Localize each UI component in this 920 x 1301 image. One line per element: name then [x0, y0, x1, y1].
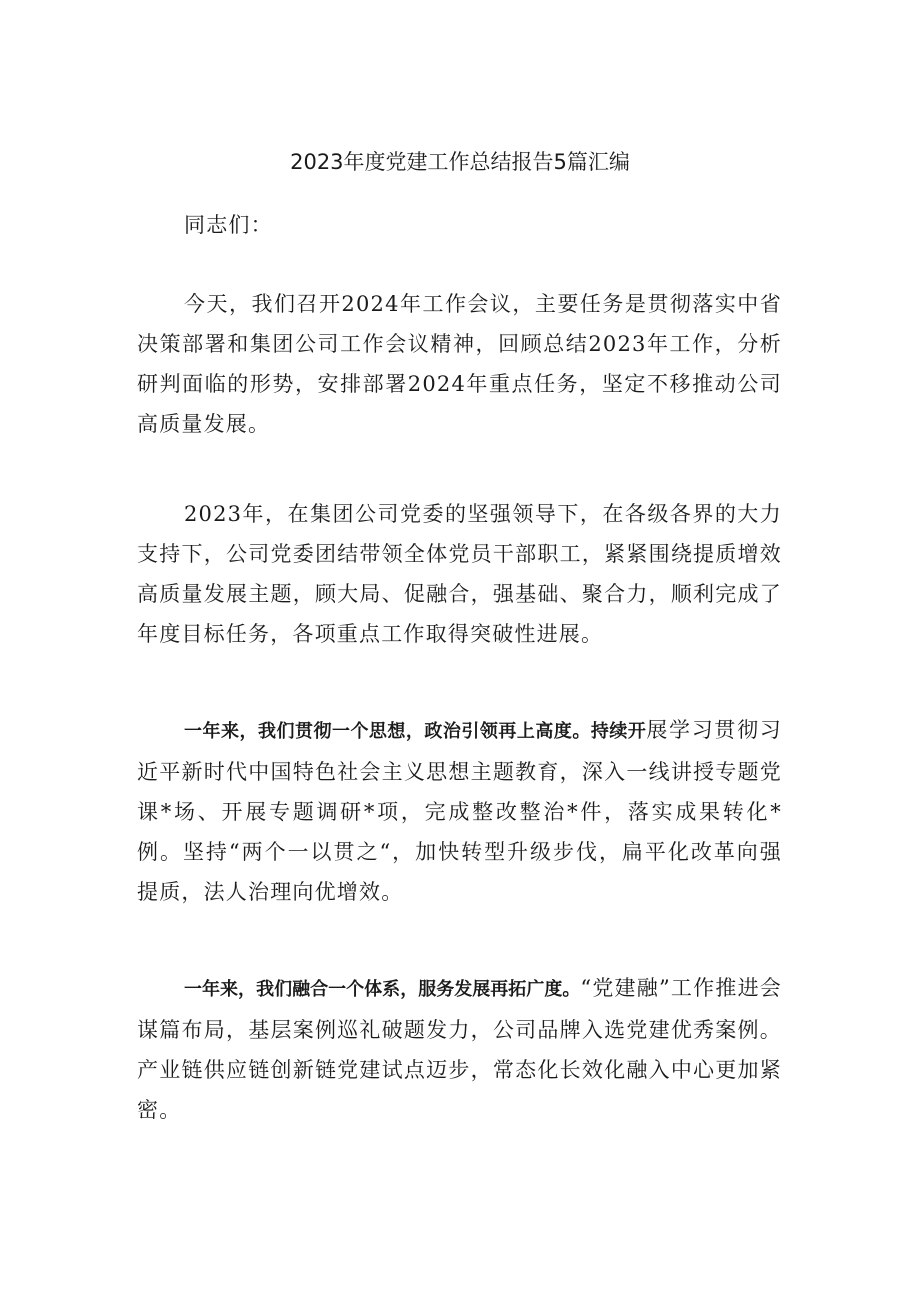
paragraph-3-lead: 一年来，我们贯彻一个思想，政治引领再上高度。持续开 [184, 721, 647, 742]
paragraph-2-text: 2023年，在集团公司党委的坚强领导下，在各级各界的大力支持下，公司党委团结带领全体党员干部职工，紧紧围绕提质增效高质量发展主题，顾大局、促融合，强基础、聚合力，顺利完成了年度目标任务，各项重点工作取得突破性进展。 [137, 502, 782, 646]
paragraph-4-text: “党建融”工作推进会谋篇布局，基层案例巡礼破题发力，公司品牌入选党建优秀案例。产业链供应链创新链党建试点迈步，常态化长效化融入中心更加紧密。 [137, 976, 782, 1122]
salutation: 同志们： [184, 213, 273, 237]
paragraph-1 [137, 284, 782, 444]
paragraph-3 [137, 710, 782, 912]
paragraph-4 [137, 968, 782, 1130]
paragraph-1-text: 今天，我们召开2024年工作会议，主要任务是贯彻落实中省决策部署和集团公司工作会议精神，回顾总结2023年工作，分析研判面临的形势，安排部署2024年重点任务，坚定不移推动公司高质量发展。 [137, 292, 782, 436]
paragraph-3-text: 展学习贯彻习近平新时代中国特色社会主义思想主题教育，深入一线讲授专题党课*场、开展专题调研*项，完成整改整治*件，落实成果转化*例。坚持“两个一以贯之“，加快转型升级步伐，扁平化改革向强提质，法人治理向优增效。 [137, 718, 782, 904]
paragraph-2 [137, 494, 782, 654]
document-title: 2023年度党建工作总结报告5篇汇编 [290, 150, 630, 174]
paragraph-4-lead: 一年来，我们融合一个体系，服务发展再拓广度。 [184, 979, 581, 1000]
